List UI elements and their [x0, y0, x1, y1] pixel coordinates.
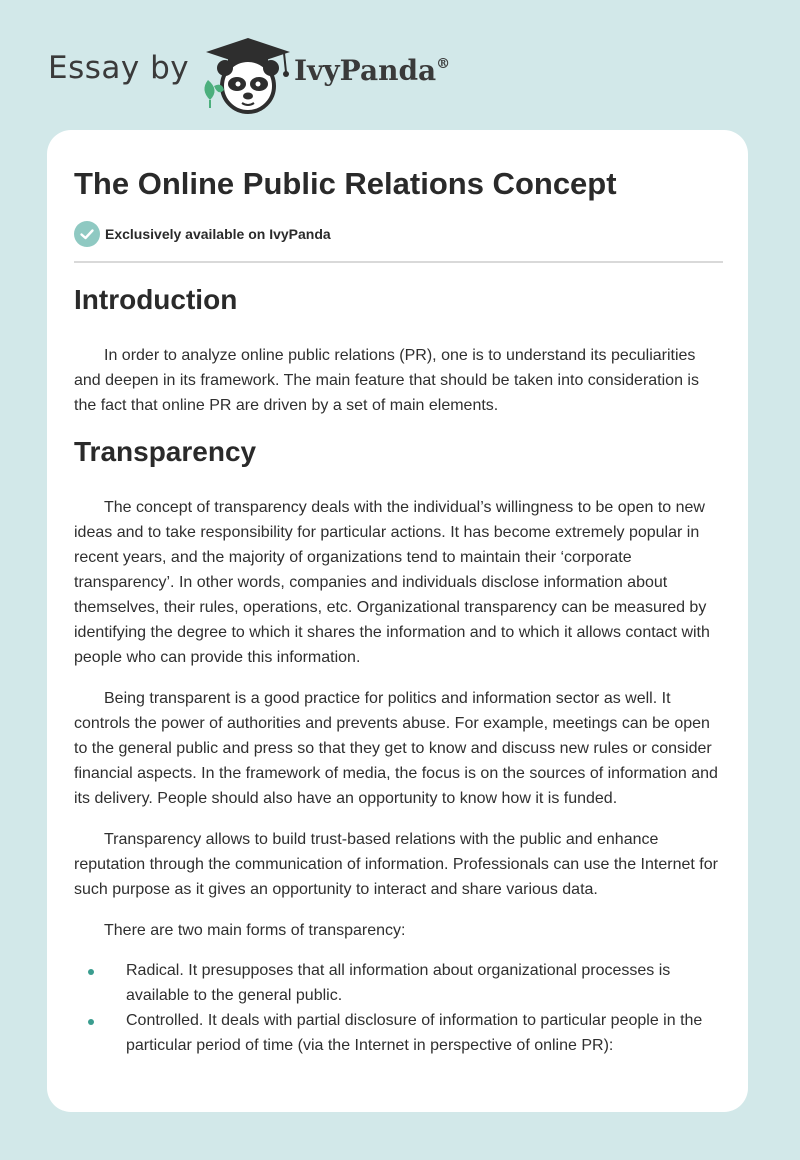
- list-item: [74, 958, 723, 1008]
- section-heading-introduction: Introduction: [74, 284, 238, 315]
- essay-by-label: Essay by: [48, 50, 190, 86]
- brand-name[interactable]: [294, 54, 450, 87]
- list-item-text: Radical. It presupposes that all information about organizational processes is available to the general public.: [126, 962, 671, 1004]
- essay-card: [47, 130, 748, 1112]
- panda-graduate-icon[interactable]: [198, 34, 298, 114]
- paragraph: The concept of transparency deals with the individual’s willingness to be open to new ideas and to take responsibility for particular actions. It has become extremely popular in recent years, and the majority of organizations tend to maintain their ‘corporate transparency’. In other words, companies and individuals disclose information about themselves, their rules, operations, etc. Organizational transparency can be measured by identifying the degree to which it shares the information and to which it allows contact with people who can provide this information.: [74, 499, 710, 666]
- exclusive-badge: [74, 221, 331, 247]
- essay-title: The Online Public Relations Concept: [74, 166, 617, 201]
- paragraph: There are two main forms of transparency:: [104, 922, 406, 939]
- essay-body: [74, 283, 723, 1058]
- list-item-text: Controlled. It deals with partial disclosure of information to particular people in the particular period of time (via the Internet in perspective of online PR):: [126, 1012, 703, 1054]
- bullet-icon: [88, 969, 94, 975]
- bullet-icon: [88, 1019, 94, 1025]
- section-heading-transparency: Transparency: [74, 436, 257, 467]
- site-header: [0, 0, 800, 130]
- brand-text: IvyPanda: [294, 54, 437, 87]
- registered-mark: ®: [436, 55, 451, 72]
- list-item: [74, 1008, 723, 1058]
- title-divider: [74, 261, 723, 263]
- paragraph: In order to analyze online public relations (PR), one is to understand its peculiarities and deepen in its framework. The main feature that should be taken into consideration is the fact that online PR are driven by a set of main elements.: [74, 347, 699, 414]
- exclusive-badge-text: Exclusively available on IvyPanda: [105, 226, 331, 242]
- paragraph: Transparency allows to build trust-based relations with the public and enhance reputation through the communication of information. Professionals can use the Internet for such purpose as it gives an opportunity to interact and share various data.: [74, 831, 718, 898]
- transparency-forms-list: [74, 958, 723, 1058]
- paragraph: Being transparent is a good practice for politics and information sector as well. It controls the power of authorities and prevents abuse. For example, meetings can be open to the general public and press so that they get to know and discuss new rules or consider financial aspects. In the framework of media, the focus is on the sources of information and its delivery. People should also have an opportunity to know how it is funded.: [74, 690, 718, 807]
- check-circle-icon: [74, 221, 100, 247]
